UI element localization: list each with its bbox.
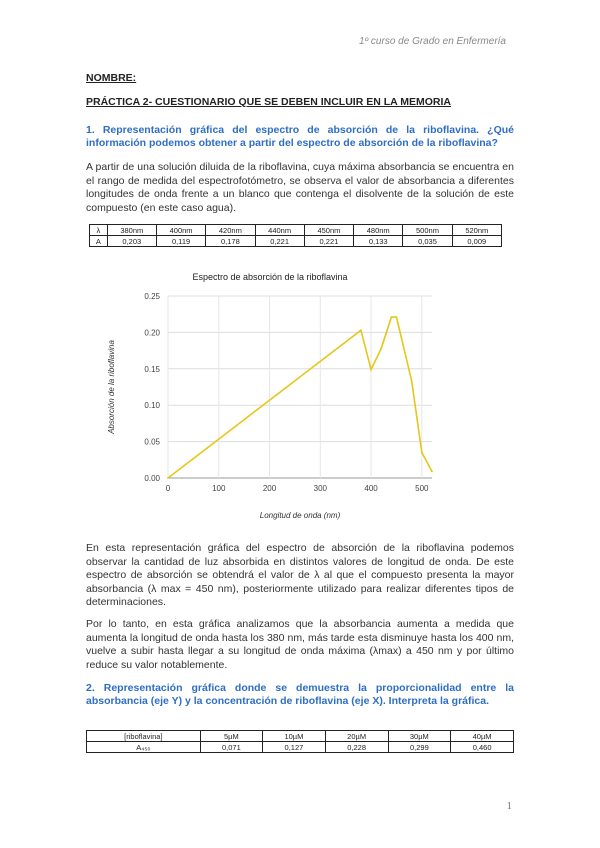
y-tick-label: 0.10 bbox=[144, 401, 160, 411]
table-cell: 5µM bbox=[200, 731, 262, 742]
table-cell: 440nm bbox=[255, 225, 304, 236]
table-cell: 450nm bbox=[304, 225, 353, 236]
table-row bbox=[87, 731, 514, 742]
table-row bbox=[87, 742, 514, 753]
chart-title: Espectro de absorción de la riboflavina bbox=[192, 272, 348, 282]
y-tick-label: 0.20 bbox=[144, 328, 160, 338]
table-cell: 20µM bbox=[325, 731, 388, 742]
x-tick-label: 100 bbox=[212, 484, 226, 493]
x-tick-label: 500 bbox=[415, 484, 429, 493]
practice-title: PRÁCTICA 2- CUESTIONARIO QUE SE DEBEN INCLUIR EN LA MEMORIA bbox=[86, 96, 451, 108]
x-tick-label: 0 bbox=[165, 484, 171, 493]
data-point bbox=[390, 316, 392, 318]
table-header-cell: [riboflavina] bbox=[87, 731, 201, 742]
table-cell: 0,133 bbox=[354, 236, 403, 247]
table-cell: 420nm bbox=[206, 225, 255, 236]
y-tick-label: 0.15 bbox=[144, 364, 160, 374]
data-point bbox=[421, 452, 423, 454]
table-cell: 0,071 bbox=[200, 742, 262, 753]
table-cell: 520nm bbox=[452, 225, 501, 236]
data-point bbox=[380, 348, 382, 350]
table-cell: 10µM bbox=[263, 731, 326, 742]
absorption-spectrum-chart bbox=[107, 265, 440, 525]
x-tick-label: 200 bbox=[262, 484, 277, 493]
table-cell: 0,228 bbox=[325, 742, 388, 753]
table-cell: 0,035 bbox=[403, 236, 452, 247]
question-1-analysis: Por lo tanto, en esta gráfica analizamos que la absorbancia aumenta a medida que aumenta la longitud de onda hasta los 380 nm, más tarde esta disminuye hasta los 400 nm, vuelve a subir hasta llegar a su longitud de onda máxima (λmax) a 450 nm y por último reduce su valor notablemente. bbox=[86, 618, 514, 671]
x-axis-label: Longitud de onda (nm) bbox=[259, 511, 341, 520]
table-cell: 0,203 bbox=[107, 236, 156, 247]
table-header-cell: A bbox=[90, 236, 108, 247]
x-tick-label: 400 bbox=[364, 484, 378, 493]
table-cell: 0,178 bbox=[206, 236, 255, 247]
page-number: 1 bbox=[506, 800, 512, 812]
data-point bbox=[360, 329, 362, 331]
table-row bbox=[90, 236, 502, 247]
table-cell: 0,119 bbox=[156, 236, 205, 247]
table-cell: 0,460 bbox=[451, 742, 514, 753]
data-point bbox=[411, 380, 413, 382]
student-name-label: NOMBRE: bbox=[86, 72, 137, 84]
series-line bbox=[168, 317, 432, 478]
data-point bbox=[370, 369, 372, 371]
table-row bbox=[90, 225, 502, 236]
table-cell: 0,299 bbox=[388, 742, 451, 753]
question-2-title: 2. Representación gráfica donde se demuestra la proporcionalidad entre la absorbancia (eje Y) y la concentración de riboflavina (eje X). Interpreta la gráfica. bbox=[86, 682, 514, 707]
question-1-explanation: En esta representación gráfica del espectro de absorción de la riboflavina podemos observar la cantidad de luz absorbida en distintos valores de longitud de onda. De este espectro de absorción se obtendrá el valor de λ al que el compuesto presenta la mayor absorbancia (λ max = 450 nm), posteriormente utilizado para realizar diferentes tipos de determinaciones. bbox=[86, 542, 514, 608]
y-tick-label: 0.25 bbox=[144, 292, 160, 301]
data-point bbox=[431, 471, 433, 473]
question-1-intro: A partir de una solución diluida de la riboflavina, cuya máxima absorbancia se encuentra en el rango de medida del espectrofotómetro, se observa el valor de absorbancia a diferentes longitudes de onda frente a un blanco que contenga el disolvente de la solución de este compuesto (en este caso agua). bbox=[86, 161, 514, 214]
x-tick-label: 300 bbox=[313, 484, 327, 493]
table-cell: 400nm bbox=[156, 225, 205, 236]
y-tick-label: 0.05 bbox=[144, 437, 160, 447]
table-cell: 480nm bbox=[354, 225, 403, 236]
course-header: 1º curso de Grado en Enfermería bbox=[358, 36, 506, 47]
y-tick-label: 0.00 bbox=[144, 474, 160, 483]
table-cell: 0,221 bbox=[255, 236, 304, 247]
table-header-cell: A₄₅₀ bbox=[87, 742, 201, 753]
table-cell: 0,221 bbox=[304, 236, 353, 247]
table-cell: 380nm bbox=[107, 225, 156, 236]
absorbance-concentration-table bbox=[86, 730, 514, 753]
table-cell: 0,127 bbox=[263, 742, 326, 753]
data-point bbox=[167, 477, 169, 479]
table-header-cell: λ bbox=[90, 225, 108, 236]
data-point bbox=[396, 316, 398, 318]
y-axis-label: Absorción de la riboflavina bbox=[107, 340, 116, 434]
table-cell: 500nm bbox=[403, 225, 452, 236]
absorbance-wavelength-table bbox=[89, 224, 502, 247]
table-cell: 30µM bbox=[388, 731, 451, 742]
table-cell: 40µM bbox=[451, 731, 514, 742]
table-cell: 0,009 bbox=[452, 236, 501, 247]
question-1-title: 1. Representación gráfica del espectro de absorción de la riboflavina. ¿Qué información podemos obtener a partir del espectro de absorción de la riboflavina? bbox=[86, 124, 514, 149]
